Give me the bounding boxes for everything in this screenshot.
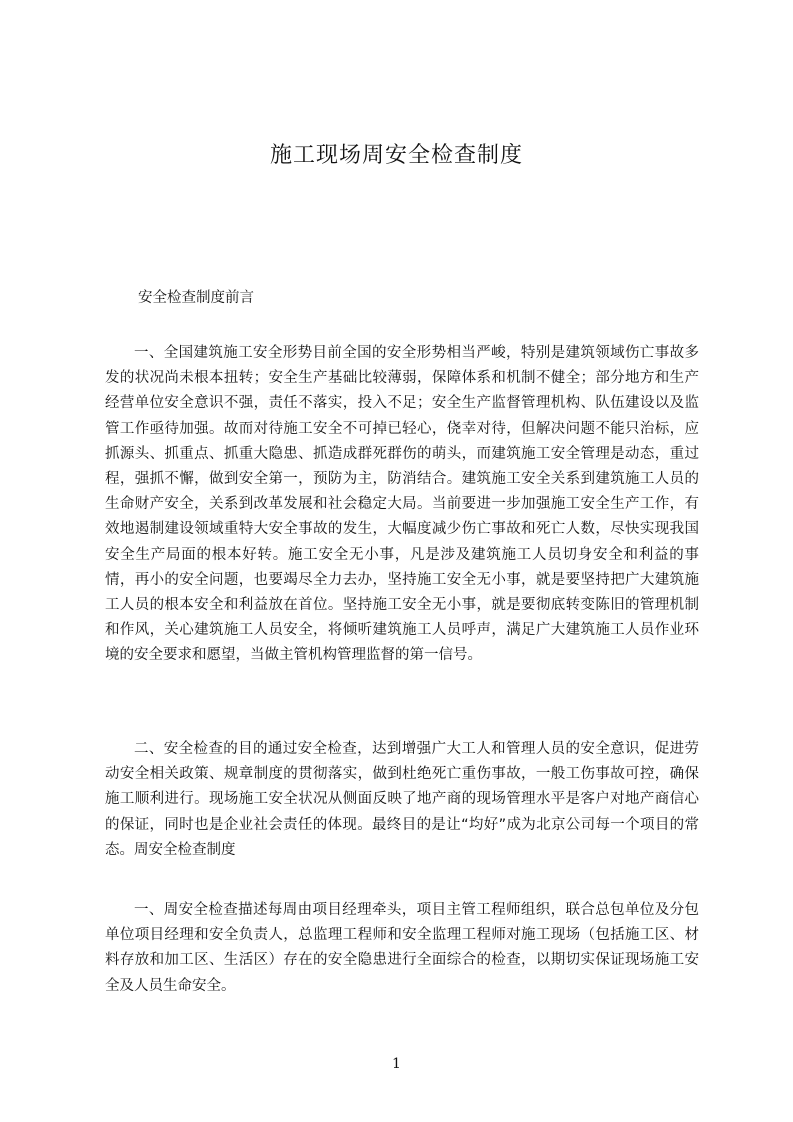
document-title: 施工现场周安全检查制度 (269, 143, 523, 168)
paragraph-inspection-purpose: 二、安全检查的目的通过安全检查，达到增强广大工人和管理人员的安全意识，促进劳动安全相关政策、规章制度的贯彻落实，做到杜绝死亡重伤事故，一般工伤事故可控，确保施工顺利进行。现场施工安全状况从侧面反映了地产商的现场管理水平是客户对地产商信心的保证，同时也是企业社会责任的体现。最终目的是让“均好”成为北京公司每一个项目的常态。周安全检查制度 (105, 741, 699, 858)
page-number: 1 (392, 1056, 401, 1072)
paragraph-weekly-inspection-description: 一、周安全检查描述每周由项目经理牵头，项目主管工程师组织，联合总包单位及分包单位项目经理和安全负责人，总监理工程师和安全监理工程师对施工现场（包括施工区、材料存放和加工区、生活区）存在的安全隐患进行全面综合的检查，以期切实保证现场施工安全及人员生命安全。 (105, 902, 699, 994)
preface-heading: 安全检查制度前言 (138, 290, 254, 306)
paragraph-national-safety-situation: 一、全国建筑施工安全形势目前全国的安全形势相当严峻，特别是建筑领域伤亡事故多发的状况尚未根本扭转；安全生产基础比较薄弱，保障体系和机制不健全；部分地方和生产经营单位安全意识不强，责任不落实，投入不足；安全生产监督管理机构、队伍建设以及监管工作亟待加强。故而对待施工安全不可掉已轻心，侥幸对待，但解决问题不能只治标，应抓源头、抓重点、抓重大隐患、抓造成群死群伤的萌头，而建筑施工安全管理是动态，重过程，强抓不懈，做到安全第一，预防为主，防消结合。建筑施工安全关系到建筑施工人员的生命财产安全，关系到改革发展和社会稳定大局。当前要进一步加强施工安全生产工作，有效地遏制建设领域重特大安全事故的发生，大幅度减少伤亡事故和死亡人数，尽快实现我国安全生产局面的根本好转。施工安全无小事，凡是涉及建筑施工人员切身安全和利益的事情，再小的安全问题，也要竭尽全力去办，坚持施工安全无小事，就是要坚持把广大建筑施工人员的根本安全和利益放在首位。坚持施工安全无小事，就是要彻底转变陈旧的管理机制和作风，关心建筑施工人员安全，将倾听建筑施工人员呼声，满足广大建筑施工人员作业环境的安全要求和愿望，当做主管机构管理监督的第一信号。 (105, 345, 699, 664)
